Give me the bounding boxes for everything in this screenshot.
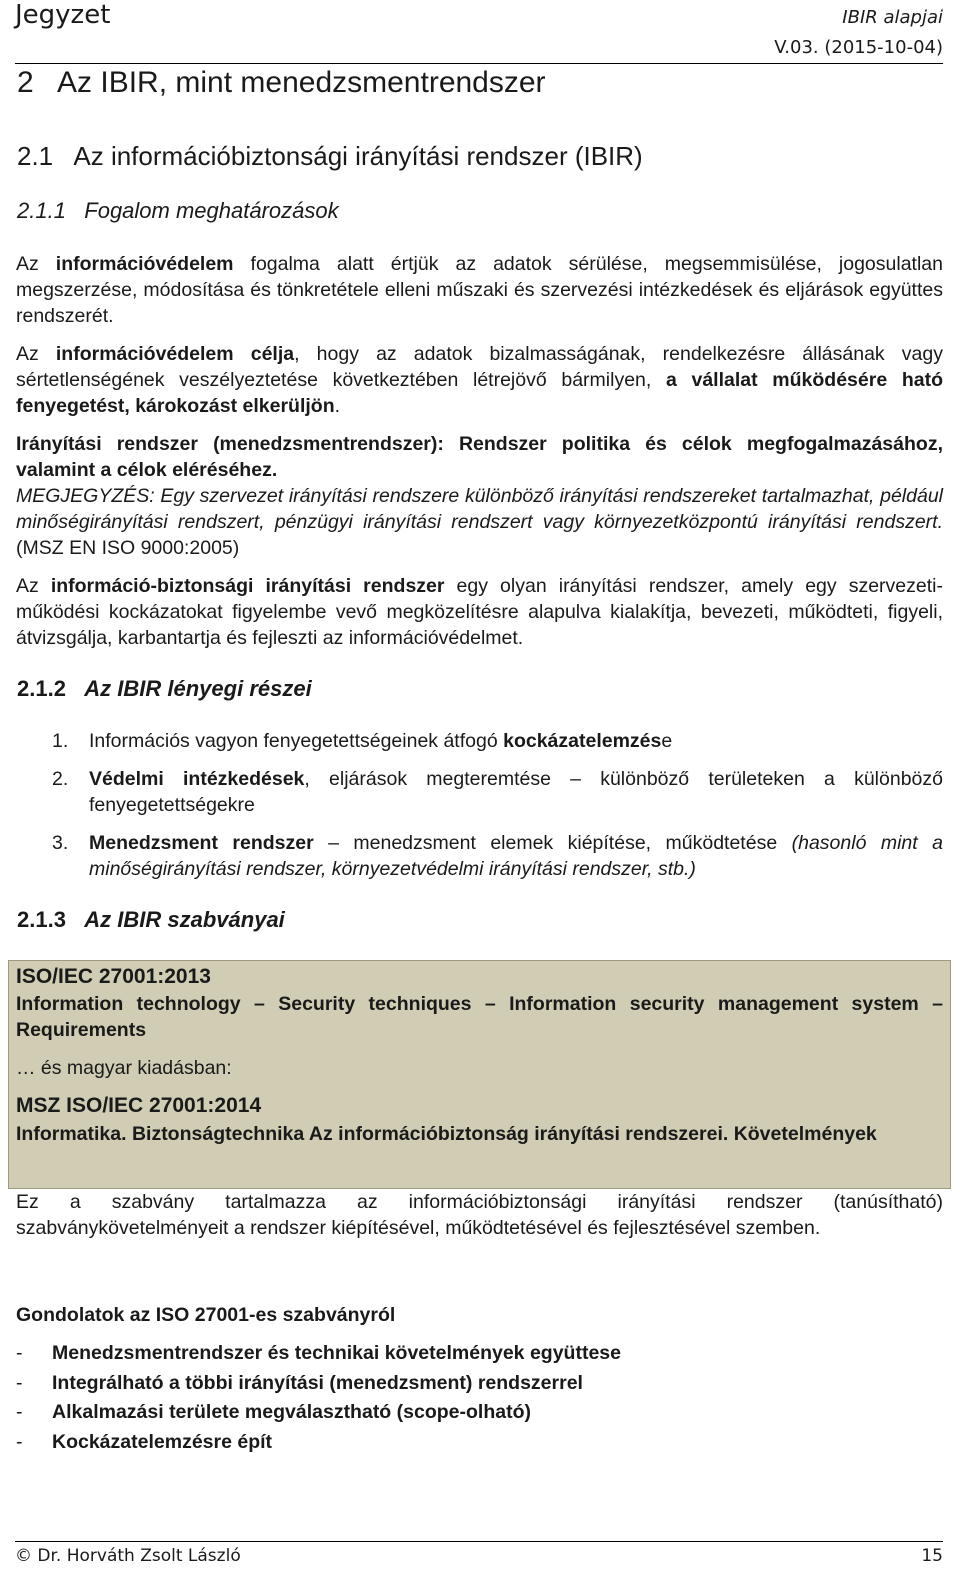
footer-divider [15, 1541, 943, 1542]
paragraph-infoprotection-definition: Az információvédelem fogalma alatt értjük az adatok sérülése, megsemmisülése, jogosulatlan megszerzése, módosítása és tönkretétele elleni műszaki és szervezési intézkedések és eljárások együttes rendszerét. [16, 253, 943, 327]
hungarian-edition-intro: … és magyar kiadásban: [16, 1057, 232, 1079]
page-number: 15 [921, 1546, 943, 1566]
thoughts-list [16, 1339, 943, 1457]
heading-subsection-definitions: 2.1.1 Fogalom meghatározások [17, 198, 339, 223]
standard-code-iso: ISO/IEC 27001:2013 [16, 965, 211, 988]
standard-title-msz: Informatika. Biztonságtechnika Az információbiztonság irányítási rendszerei. Követelmények [16, 1123, 877, 1145]
standard-title-iso: Information technology – Security techniques – Information security management system – Requirements [16, 993, 943, 1041]
heading-chapter: 2 Az IBIR, mint menedzsmentrendszer [17, 66, 546, 99]
list-item: - Menedzsmentrendszer és technikai követelmények együttese [16, 1342, 621, 1364]
standards-box [8, 960, 951, 1189]
header-version: V.03. (2015-10-04) [774, 37, 943, 58]
list-item: - Integrálható a többi irányítási (menedzsment) rendszerrel [16, 1371, 583, 1394]
header-doc-type: Jegyzet [15, 0, 111, 30]
heading-subsection-standards: 2.1.3 Az IBIR szabványai [17, 907, 285, 932]
list-item: 1. Információs vagyon fenyegetettségeinek átfogó kockázatelemzése [52, 730, 673, 752]
paragraph-isms-definition: Az információ-biztonsági irányítási rendszer egy olyan irányítási rendszer, amely egy szervezeti-működési kockázatokat figyelembe vevő megközelítésre alapulva kialakítja, bevezeti, működteti, figyeli, átvizsgálja, karbantartja és fejleszti az információvédelmet. [16, 575, 943, 649]
heading-section: 2.1 Az információbiztonsági irányítási rendszer (IBIR) [17, 141, 643, 171]
list-item: - Alkalmazási területe megválasztható (scope-olható) [16, 1401, 531, 1423]
paragraph-management-system-definition: Irányítási rendszer (menedzsmentrendszer): Rendszer politika és célok megfogalmazásához, valamint a célok eléréséhez. [16, 433, 943, 481]
list-item: 2. Védelmi intézkedések, eljárások megteremtése – különböző területeken a különböző fenyegetettségekre [52, 768, 943, 816]
list-item: - Kockázatelemzésre épít [16, 1430, 273, 1453]
thoughts-title: Gondolatok az ISO 27001-es szabványról [16, 1304, 396, 1326]
paragraph-infoprotection-goal: Az információvédelem célja, hogy az adatok bizalmasságának, rendelkezésre állásának vagy sértetlenségének veszélyeztetése következtében létrejövő bármilyen, a vállalat működésére ható fenyegetést, károkozást elkerüljön. [16, 343, 943, 417]
footer-author: © Dr. Horváth Zsolt László [15, 1546, 241, 1566]
header-doc-title: IBIR alapjai [842, 7, 943, 28]
ibir-parts-list [52, 728, 943, 882]
paragraph-standard-content: Ez a szabvány tartalmazza az információbiztonsági irányítási rendszer (tanúsítható) szabványkövetelményeit a rendszer kiépítésével, működtetésével és fejlesztésével szemben. [16, 1191, 943, 1239]
header-divider [15, 63, 943, 64]
standard-code-msz: MSZ ISO/IEC 27001:2014 [16, 1094, 262, 1117]
heading-subsection-parts: 2.1.2 Az IBIR lényegi részei [17, 676, 312, 701]
paragraph-note: MEGJEGYZÉS: Egy szervezet irányítási rendszere különböző irányítási rendszereket tartalmazhat, például minőségirányítási rendszert, pénzügyi irányítási rendszert vagy környezetközpontú irányítási rendszert. (MSZ EN ISO 9000:2005) [16, 485, 943, 559]
list-item: 3. Menedzsment rendszer – menedzsment elemek kiépítése, működtetése (hasonló mint a minőségirányítási rendszer, környezetvédelmi irányítási rendszer, stb.) [52, 832, 943, 880]
